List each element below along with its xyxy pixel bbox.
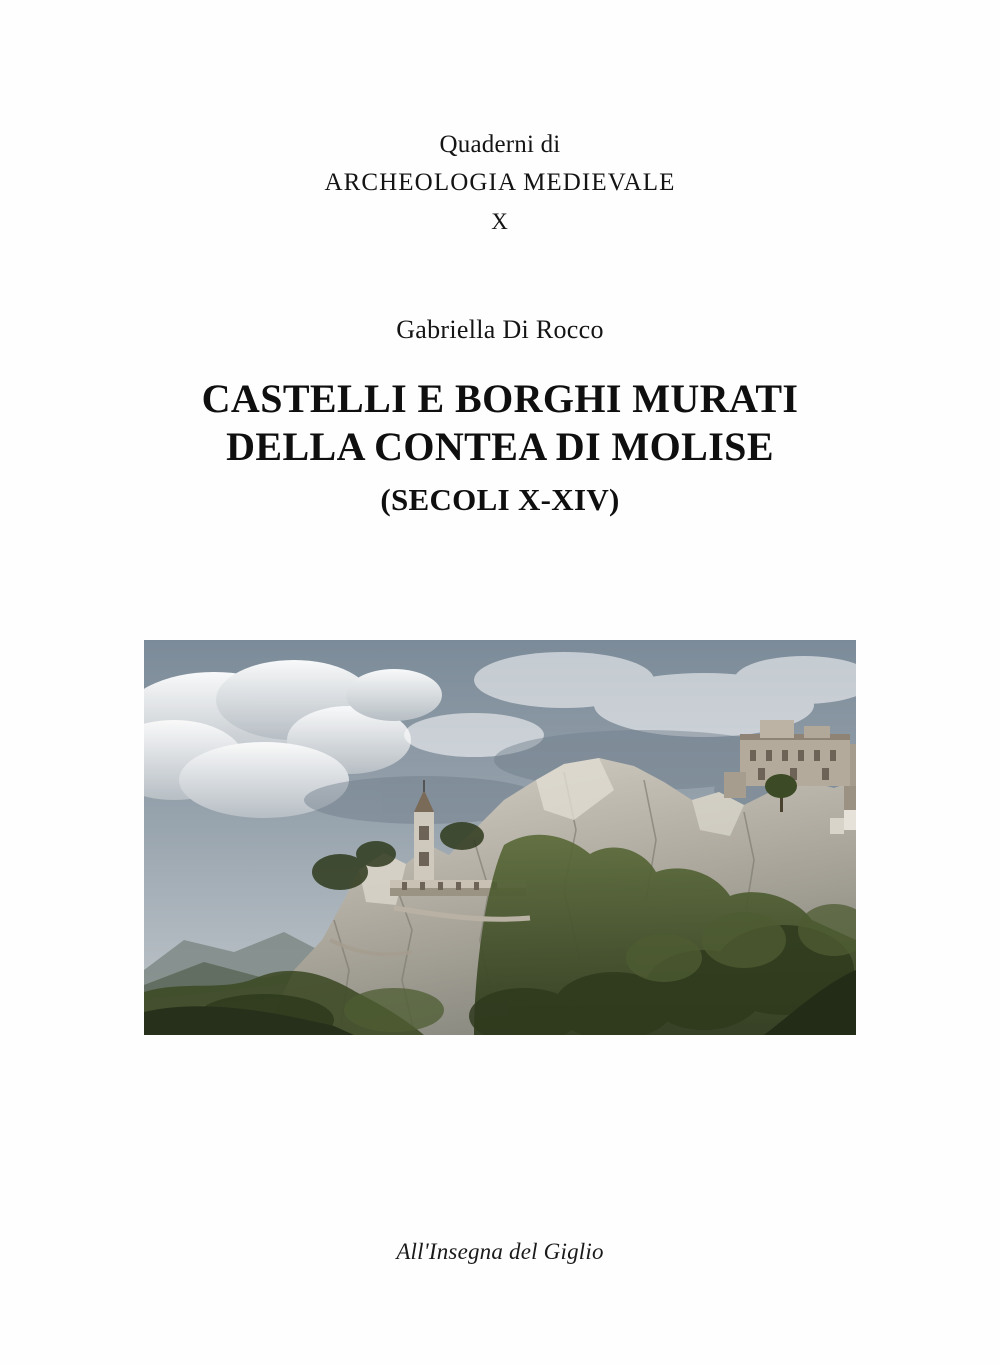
book-title-line-2: DELLA CONTEA DI MOLISE	[226, 423, 774, 469]
series-label: Quaderni di	[439, 131, 561, 158]
title-block	[202, 375, 799, 518]
cover-photo	[144, 640, 856, 1035]
author-name: Gabriella Di Rocco	[396, 314, 604, 344]
series-name: ARCHEOLOGIA MEDIEVALE	[324, 168, 676, 196]
castle-on-cliff-photo	[144, 640, 856, 1035]
book-title-line-1: CASTELLI E BORGHI MURATI	[201, 375, 799, 421]
publisher-name: All'Insegna del Giglio	[396, 1239, 604, 1264]
book-subtitle: (SECOLI X-XIV)	[380, 481, 620, 517]
series-block	[324, 128, 675, 238]
series-volume-number: X	[491, 209, 509, 234]
